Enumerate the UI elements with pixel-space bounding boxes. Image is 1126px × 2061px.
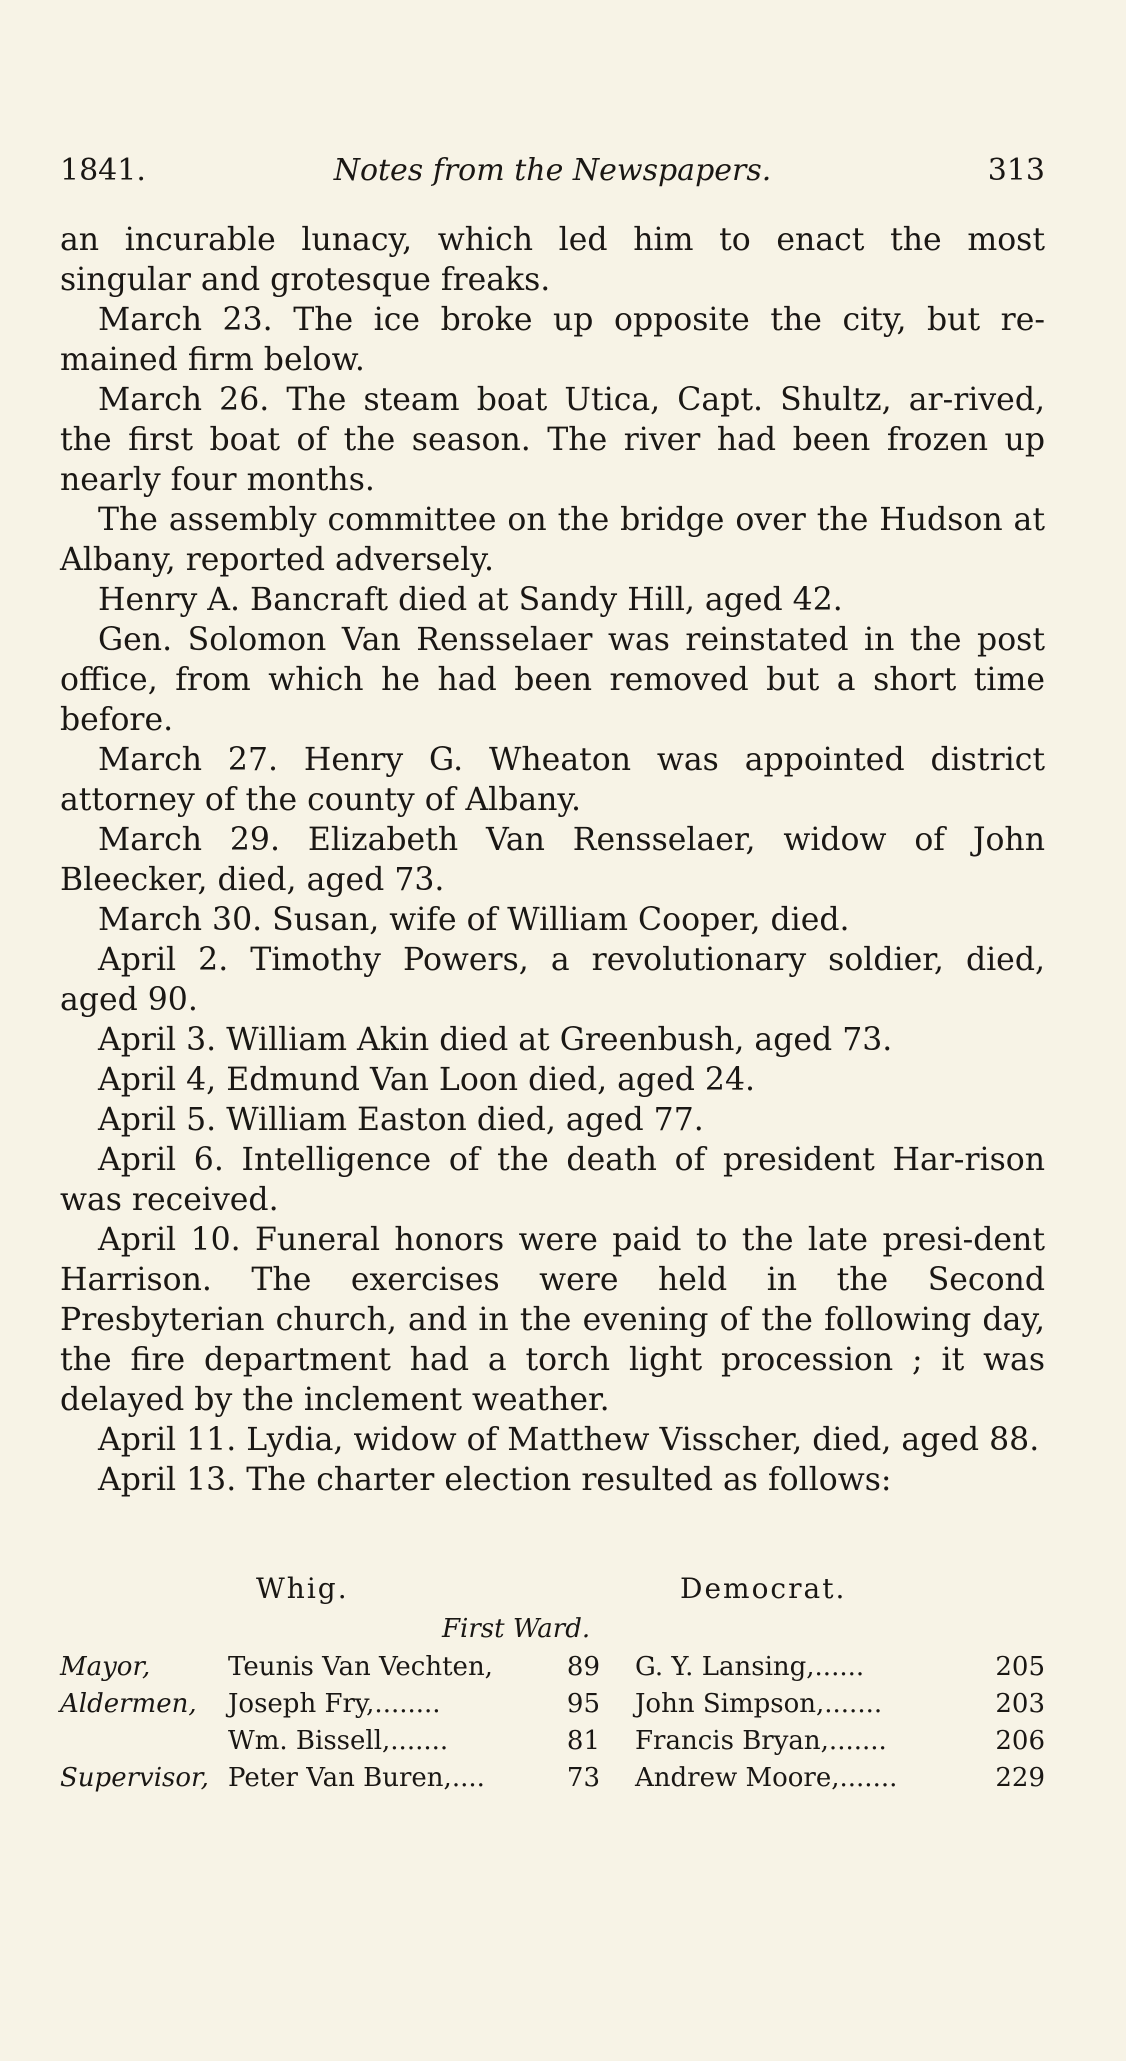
table-row: [60, 1761, 1045, 1798]
body-text: [60, 220, 1045, 1500]
paragraph: March 27. Henry G. Wheaton was appointed district attorney of the county of Albany.: [60, 742, 1045, 818]
whig-votes-cell: 89: [566, 1652, 600, 1682]
page-number: 313: [987, 153, 1045, 188]
paragraph: Gen. Solomon Van Rensselaer was reinstated in the post office, from which he had been removed but a short time before.: [60, 622, 1045, 738]
whig-candidate-cell: Peter Van Buren,....: [228, 1763, 485, 1793]
whig-votes-cell: 95: [566, 1689, 600, 1719]
table-row: [60, 1724, 1045, 1761]
office-cell: Mayor,: [60, 1652, 151, 1682]
paragraph: March 23. The ice broke up opposite the city, but re-mained firm below.: [60, 302, 1045, 378]
ward-heading: First Ward.: [442, 1614, 591, 1644]
paragraph: April 10. Funeral honors were paid to the late presi-dent Harrison. The exercises were held in the Second Presbyterian church, and in the evening of the following day, the fire department had a torch light procession ; it was delayed by the inclement weather.: [60, 1222, 1045, 1418]
paragraph: March 29. Elizabeth Van Rensselaer, widow of John Bleecker, died, aged 73.: [60, 822, 1045, 898]
paragraph: Henry A. Bancraft died at Sandy Hill, aged 42.: [98, 582, 843, 618]
whig-candidate-cell: Wm. Bissell,.......: [228, 1726, 449, 1756]
paragraph: March 30. Susan, wife of William Cooper, died.: [98, 902, 850, 938]
paragraph: The assembly committee on the bridge over the Hudson at Albany, reported adversely.: [60, 502, 1045, 578]
paragraph: April 4, Edmund Van Loon died, aged 24.: [98, 1062, 755, 1098]
whig-votes-cell: 81: [566, 1726, 600, 1756]
democrat-heading: Democrat.: [680, 1572, 847, 1605]
whig-candidate-cell: Teunis Van Vechten,: [228, 1652, 493, 1682]
democrat-candidate-cell: G. Y. Lansing,......: [635, 1652, 865, 1682]
whig-heading: Whig.: [256, 1572, 349, 1605]
democrat-candidate-cell: John Simpson,.......: [635, 1689, 883, 1719]
whig-votes-cell: 73: [566, 1763, 600, 1793]
democrat-candidate-cell: Andrew Moore,.......: [635, 1763, 898, 1793]
party-headings: [60, 1572, 1045, 1612]
running-head: [60, 150, 1045, 192]
democrat-candidate-cell: Francis Bryan,.......: [635, 1726, 887, 1756]
header-title: Notes from the Newspapers.: [333, 153, 772, 188]
office-cell: Aldermen,: [60, 1689, 197, 1719]
paragraph: April 11. Lydia, widow of Matthew Visscher, died, aged 88.: [98, 1422, 1040, 1458]
democrat-votes-cell: 205: [995, 1652, 1045, 1682]
paragraph: April 2. Timothy Powers, a revolutionary soldier, died, aged 90.: [60, 942, 1045, 1018]
paragraph: April 13. The charter election resulted as follows:: [98, 1462, 892, 1498]
paragraph: April 3. William Akin died at Greenbush, aged 73.: [98, 1022, 893, 1058]
header-year: 1841.: [60, 153, 146, 188]
election-results-table: [60, 1572, 1045, 1798]
table-row: [60, 1650, 1045, 1687]
democrat-votes-cell: 206: [995, 1726, 1045, 1756]
paragraph: March 26. The steam boat Utica, Capt. Shultz, ar-rived, the first boat of the season. The river had been frozen up nearly four months.: [60, 382, 1045, 498]
democrat-votes-cell: 203: [995, 1689, 1045, 1719]
paragraph: an incurable lunacy, which led him to enact the most singular and grotesque freaks.: [60, 222, 1045, 298]
whig-candidate-cell: Joseph Fry,........: [228, 1689, 441, 1719]
ward-heading-row: [60, 1612, 1045, 1650]
paragraph: April 6. Intelligence of the death of president Har-rison was received.: [60, 1142, 1045, 1218]
table-row: [60, 1687, 1045, 1724]
office-cell: Supervisor,: [60, 1763, 209, 1793]
democrat-votes-cell: 229: [995, 1763, 1045, 1793]
paragraph: April 5. William Easton died, aged 77.: [98, 1102, 704, 1138]
